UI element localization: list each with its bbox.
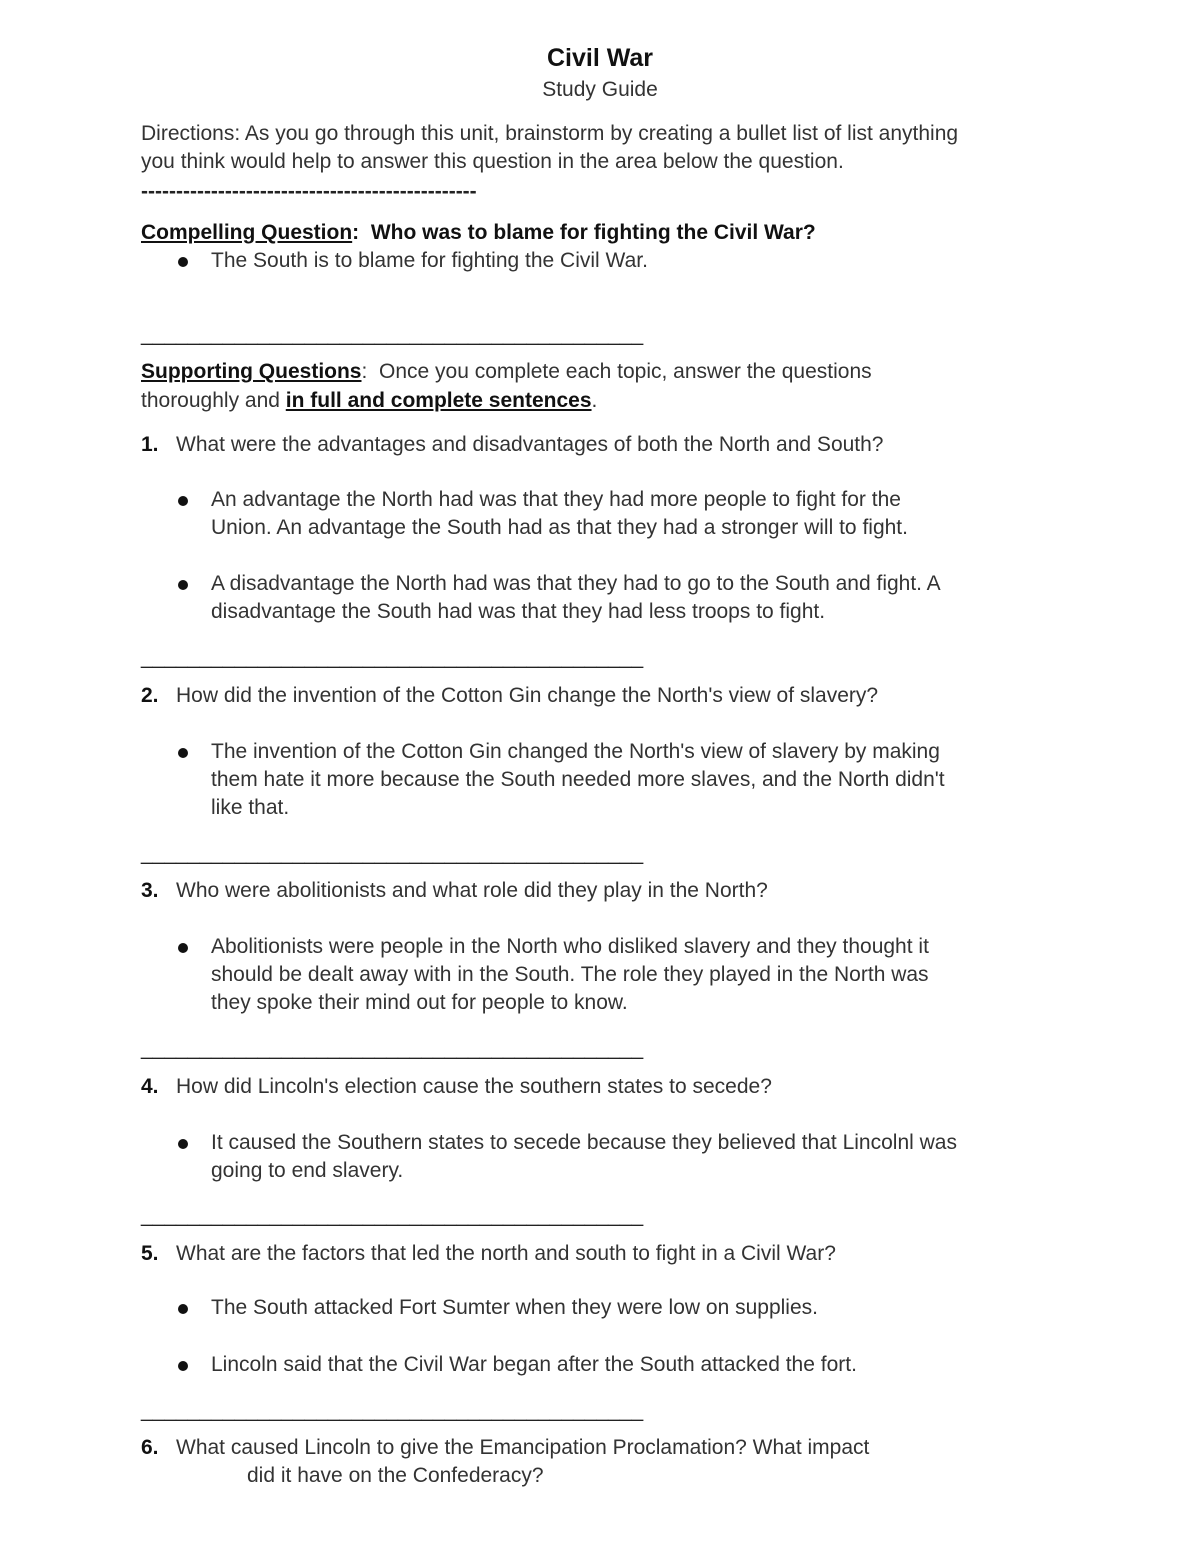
question-number: 5. xyxy=(141,1242,159,1265)
answer-4-line-1: It caused the Southern states to secede because they believed that Lincolnl was xyxy=(211,1131,957,1154)
compelling-question-row xyxy=(141,219,816,247)
question-6 xyxy=(141,1434,159,1462)
question-number: 6. xyxy=(141,1436,159,1459)
question-number: 4. xyxy=(141,1075,159,1098)
bullet-icon xyxy=(178,496,188,506)
answer-3-line-1: Abolitionists were people in the North who disliked slavery and they thought it xyxy=(211,935,929,958)
supporting-colon: : xyxy=(361,360,368,383)
answer-2-line-3: like that. xyxy=(211,796,290,819)
compelling-question-label: Compelling Question xyxy=(141,221,353,244)
question-3 xyxy=(141,877,159,905)
bullet-icon xyxy=(178,580,188,590)
separator: ___________________________________________ xyxy=(141,842,644,865)
compelling-colon: : xyxy=(352,221,360,244)
answer-1b-line-1: A disadvantage the North had was that they had to go to the South and fight. A xyxy=(211,572,941,595)
question-3-text: Who were abolitionists and what role did they play in the North? xyxy=(176,879,768,902)
separator: ___________________________________________ xyxy=(141,646,644,669)
bullet-icon xyxy=(178,1361,188,1371)
question-2-text: How did the invention of the Cotton Gin change the North's view of slavery? xyxy=(176,684,879,707)
supporting-instructions-2: thoroughly and xyxy=(141,389,286,412)
answer-5a: The South attacked Fort Sumter when they were low on supplies. xyxy=(211,1296,818,1319)
answer-1a-line-2: Union. An advantage the South had as that they had a stronger will to fight. xyxy=(211,516,908,539)
bullet-icon xyxy=(178,1139,188,1149)
question-6-text: What caused Lincoln to give the Emancipation Proclamation? What impact xyxy=(176,1436,870,1459)
question-4-text: How did Lincoln's election cause the southern states to secede? xyxy=(176,1075,772,1098)
separator-heavy: ------------------------------------------------ xyxy=(141,180,477,203)
separator: ___________________________________________ xyxy=(141,1037,644,1060)
bullet-icon xyxy=(178,748,188,758)
supporting-instructions: Once you complete each topic, answer the questions xyxy=(379,360,872,383)
separator: ___________________________________________ xyxy=(141,1204,644,1227)
supporting-emphasis: in full and complete sentences xyxy=(285,389,592,412)
question-5-text: What are the factors that led the north and south to fight in a Civil War? xyxy=(176,1242,836,1265)
answer-2-line-2: them hate it more because the South needed more slaves, and the North didn't xyxy=(211,768,945,791)
question-4 xyxy=(141,1073,159,1101)
question-2 xyxy=(141,682,159,710)
answer-3-line-2: should be dealt away with in the South. The role they played in the North was xyxy=(211,963,929,986)
separator: ___________________________________________ xyxy=(141,1399,644,1422)
separator: ___________________________________________ xyxy=(141,323,644,346)
question-1 xyxy=(141,431,159,459)
question-5 xyxy=(141,1240,159,1268)
supporting-questions-label: Supporting Questions xyxy=(141,360,362,383)
question-number: 3. xyxy=(141,879,159,902)
answer-3-line-3: they spoke their mind out for people to know. xyxy=(211,991,628,1014)
question-1-text: What were the advantages and disadvantages of both the North and South? xyxy=(176,433,884,456)
answer-1a-line-1: An advantage the North had was that they had more people to fight for the xyxy=(211,488,901,511)
directions-line-2: you think would help to answer this question in the area below the question. xyxy=(141,150,844,173)
compelling-answer: The South is to blame for fighting the Civil War. xyxy=(211,249,648,272)
bullet-icon xyxy=(178,943,188,953)
page-subtitle: Study Guide xyxy=(542,78,658,101)
answer-4-line-2: going to end slavery. xyxy=(211,1159,404,1182)
question-6-text-line-2: did it have on the Confederacy? xyxy=(247,1464,544,1487)
answer-5b: Lincoln said that the Civil War began after the South attacked the fort. xyxy=(211,1353,857,1376)
page-title: Civil War xyxy=(546,44,654,72)
question-number: 1. xyxy=(141,433,159,456)
answer-2-line-1: The invention of the Cotton Gin changed the North's view of slavery by making xyxy=(211,740,940,763)
compelling-question-text: Who was to blame for fighting the Civil War? xyxy=(370,221,816,244)
directions-line-1: Directions: As you go through this unit, brainstorm by creating a bullet list of list anything xyxy=(141,122,959,145)
bullet-icon xyxy=(178,257,188,267)
supporting-period: . xyxy=(591,389,598,412)
answer-1b-line-2: disadvantage the South had was that they had less troops to fight. xyxy=(211,600,826,623)
supporting-instructions-line-2 xyxy=(141,387,597,415)
supporting-questions-row xyxy=(141,358,872,386)
question-number: 2. xyxy=(141,684,159,707)
bullet-icon xyxy=(178,1304,188,1314)
